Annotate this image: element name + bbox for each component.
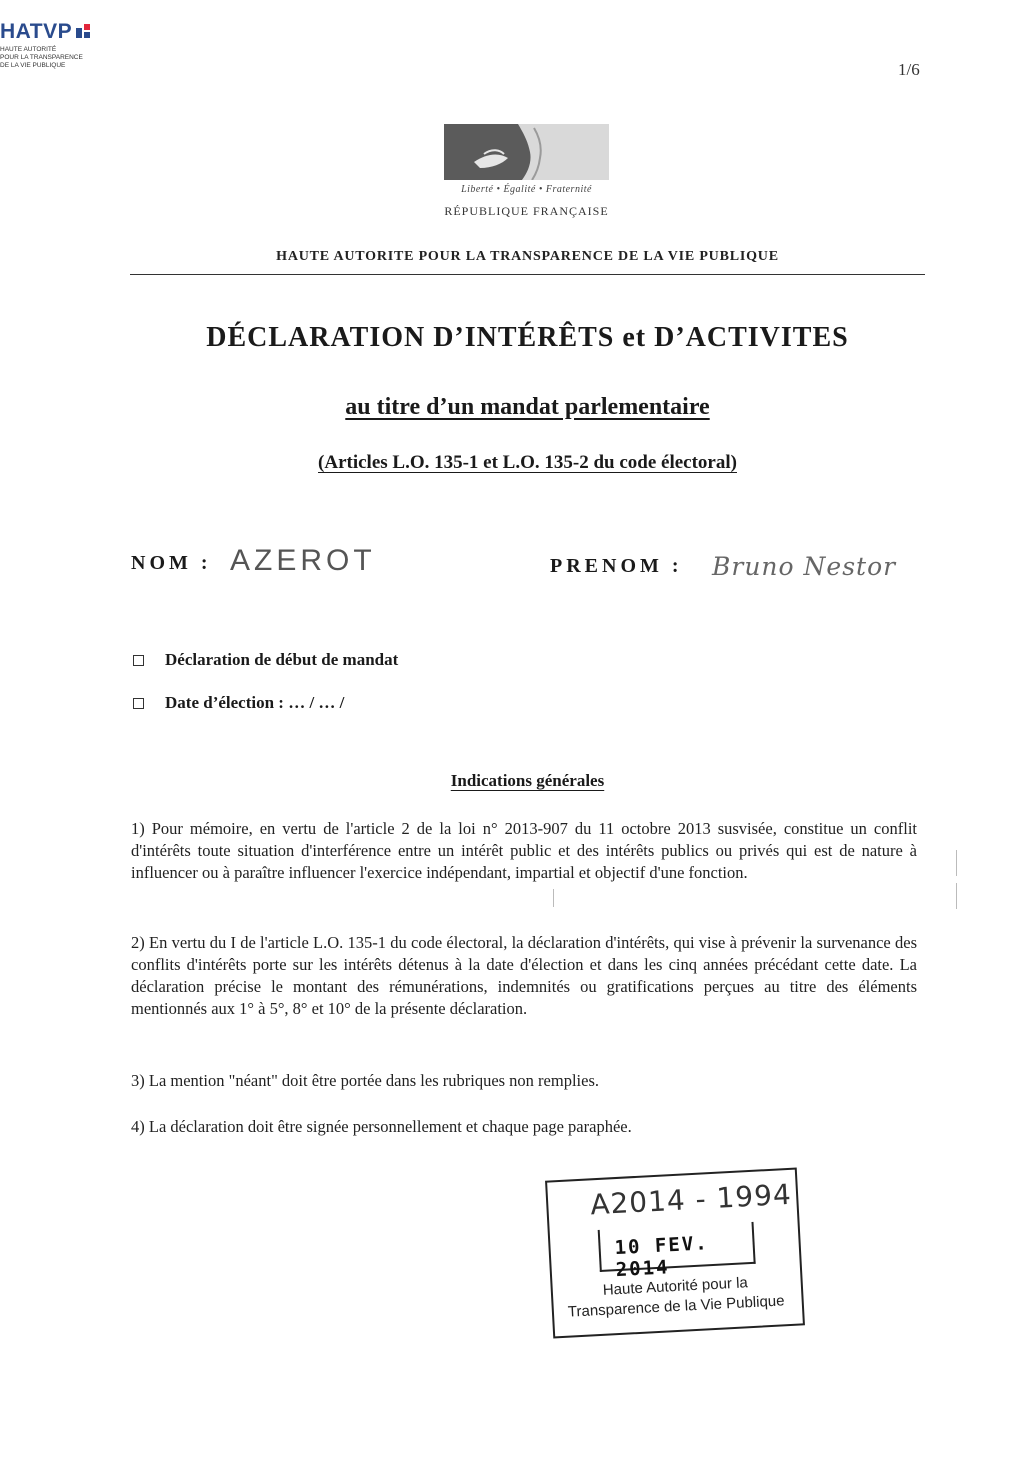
hatvp-subtitle-line: DE LA VIE PUBLIQUE bbox=[0, 62, 66, 69]
hatvp-logo bbox=[0, 20, 120, 70]
hatvp-subtitle-line: HAUTE AUTORITÉ bbox=[0, 46, 57, 53]
page-number: 1/6 bbox=[898, 60, 920, 79]
checkbox-icon[interactable] bbox=[133, 655, 144, 666]
articles-text: (Articles L.O. 135-1 et L.O. 135-2 du code électoral) bbox=[318, 452, 737, 473]
indication-paragraph-2: 2) En vertu du I de l'article L.O. 135-1 du code électoral, la déclaration d'intérêts, qui vise à prévenir la survenance des conflits d'intérêts porte sur les intérêts détenus à la date d'élection et dans les cinq années précédant cette date. La déclaration précise le montant des rémunérations, indemnités ou gratifications perçues au titre des éléments mentionnés aux 1° à 5°, 8° et 10° de la présente déclaration. bbox=[131, 933, 917, 1018]
stamp-date: 10 FEV. 2014 bbox=[614, 1232, 710, 1282]
republic-motto: Liberté • Égalité • Fraternité bbox=[461, 184, 592, 195]
stamp-authority-line-1: Haute Autorité pour la bbox=[602, 1274, 749, 1299]
subtitle-text: au titre d’un mandat parlementaire bbox=[345, 394, 710, 420]
prenom-value: Bruno Nestor bbox=[712, 552, 897, 581]
articles-reference bbox=[130, 452, 925, 474]
nom-label: NOM : bbox=[131, 552, 212, 574]
nom-value: AZEROT bbox=[230, 544, 376, 577]
marianne-logo-icon bbox=[444, 124, 609, 180]
indication-paragraph-1: 1) Pour mémoire, en vertu de l'article 2 de la loi n° 2013-907 du 11 octobre 2013 susvisée, constitue un conflit d'intérêts toute situation d'interférence entre un intérêt public et des intérêts publics ou privés qui est de nature à influencer ou à paraître influencer l'exercice indépendant, impartial et objectif d'une fonction. bbox=[131, 819, 917, 882]
margin-mark bbox=[956, 883, 957, 909]
margin-mark bbox=[553, 889, 554, 907]
page-title: DÉCLARATION D’INTÉRÊTS et D’ACTIVITES bbox=[206, 322, 849, 353]
hatvp-flag-icon bbox=[76, 24, 90, 40]
reception-stamp bbox=[545, 1168, 805, 1339]
checkbox-icon[interactable] bbox=[133, 698, 144, 709]
hatvp-logo-text: HATVP bbox=[0, 20, 73, 43]
checkbox-row-debut-mandat[interactable] bbox=[133, 650, 398, 670]
stamp-date-box bbox=[598, 1222, 756, 1282]
indication-paragraph-3: 3) La mention "néant" doit être portée dans les rubriques non remplies. bbox=[131, 1071, 600, 1090]
margin-mark bbox=[956, 850, 957, 876]
indication-paragraph-4: 4) La déclaration doit être signée personnellement et chaque page paraphée. bbox=[131, 1117, 632, 1136]
hatvp-wordmark bbox=[0, 20, 120, 44]
prenom-label: PRENOM : bbox=[550, 555, 683, 577]
stamp-authority-line-2: Transparence de la Vie Publique bbox=[567, 1292, 785, 1321]
page-subtitle bbox=[130, 394, 925, 421]
republic-name: RÉPUBLIQUE FRANÇAISE bbox=[444, 204, 609, 218]
header-divider bbox=[130, 274, 925, 275]
indications-title bbox=[130, 771, 925, 791]
stamp-number: A2014 - 1994 bbox=[589, 1177, 793, 1222]
indications-title-text: Indications générales bbox=[450, 771, 605, 790]
checkbox-label: Date d’élection : … / … / bbox=[165, 693, 345, 712]
hatvp-subtitle-line: POUR LA TRANSPARENCE bbox=[0, 54, 83, 61]
checkbox-label: Déclaration de début de mandat bbox=[165, 650, 399, 669]
authority-heading: HAUTE AUTORITE POUR LA TRANSPARENCE DE LA VIE PUBLIQUE bbox=[276, 249, 779, 264]
hatvp-logo-subtitle bbox=[0, 46, 120, 70]
checkbox-row-date-election[interactable] bbox=[133, 693, 344, 713]
